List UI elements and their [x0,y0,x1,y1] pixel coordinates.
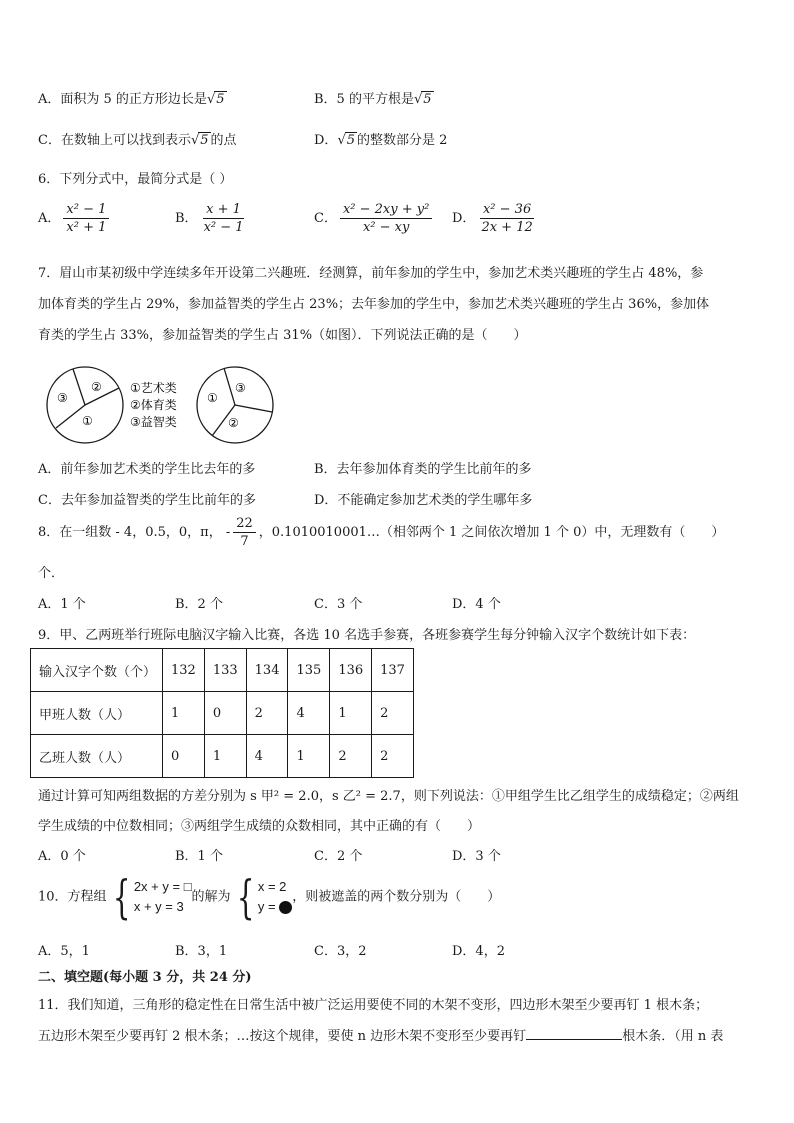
q10-solution-y: y = [257,899,276,914]
q10-equation-2: x + y = 3 [133,899,184,914]
q11-answer-blank[interactable] [526,1027,622,1040]
section-2-title: 二、填空题(每小题 3 分，共 24 分) [38,970,252,985]
table-cell: 2 [372,692,414,735]
q5-option-b [314,88,434,107]
q8-option-d: D．4 个 [452,597,501,612]
q10-system-brace: { 2x + y = □ x + y = 3 [112,870,192,924]
table-cell: 4 [246,735,288,778]
table-cell: 乙班人数（人） [31,735,163,778]
table-row [31,692,414,735]
q8-stem-line-2: 个． [38,566,65,581]
table-header-cell: 132 [163,649,205,692]
q10-option-b: B．3，1 [175,944,228,959]
table-header-cell: 输入汉字个数（个） [31,649,163,692]
q6-stem: 6．下列分式中，最简分式是（ ） [38,172,233,187]
q9-data-table [30,648,414,778]
table-cell: 1 [204,735,246,778]
q10-option-c: C．3，2 [314,944,367,959]
q10-option-d: D．4，2 [452,944,505,959]
table-header-row [31,649,414,692]
q9-line-2: 学生成绩的中位数相同；③两组学生成绩的众数相同，其中正确的有（ ） [38,819,481,834]
q10-stem: 10．方程组 { 2x + y = □ x + y = 3 的解为 { x = 2 y = ，则被遮盖的两个数分别为（ ） [38,870,501,924]
q6-option-a: A． $\frac{\text{x² − 1}}{\text{x² + 1}}$ [38,202,112,235]
table-cell: 1 [288,735,330,778]
table-header-cell: 137 [372,649,414,692]
table-cell: 甲班人数（人） [31,692,163,735]
legend-sport: ②体育类 [130,398,177,412]
table-header-cell: 133 [204,649,246,692]
legend-puzzle: ③益智类 [130,415,177,429]
q7-option-b: B．去年参加体育类的学生比前年的多 [314,462,532,477]
q7-option-a: A．前年参加艺术类的学生比去年的多 [38,462,256,477]
q5-b-text: B．5 的平方根是 [314,92,414,107]
q7-pie-figure [44,364,284,448]
q6-option-b: B． $\frac{x + 1}{\text{x² − 1}}$ [175,202,250,235]
pie-last-year [197,367,273,443]
q9-option-b: B．1 个 [175,849,223,864]
q7-option-c: C．去年参加益智类的学生比前年的多 [38,493,256,508]
pie-previous-year [47,367,123,443]
q6-c-fraction: $\frac{\text{x² − 2xy + y²}}{\text{x² − xy}}$ [340,202,432,235]
q8-option-b: B．2 个 [175,597,223,612]
table-cell: 4 [288,692,330,735]
q8-fraction: $\frac{22}{7}$ [233,516,256,549]
q5-option-a [38,88,227,107]
q5-a-text: A．面积为 5 的正方形边长是 [38,92,207,107]
q5-option-c: C．在数轴上可以找到表示√5 的点 [38,133,237,148]
q6-option-c: C． $\frac{\text{x² − 2xy + y²}}{\text{x² − xy}}$ [314,202,435,235]
q10-solution-brace: { x = 2 y = [231,874,293,920]
q8-option-c: C．3 个 [314,597,363,612]
q6-option-d: D． $\frac{\text{x² − 36}}{2x + 12}$ [452,202,539,235]
legend-art: ①艺术类 [130,381,177,395]
pie-left-label-3: ③ [57,391,68,405]
table-header-cell: 134 [246,649,288,692]
q9-option-a: A．0 个 [38,849,86,864]
pie-right-divider-1 [224,368,235,405]
q6-b-fraction: $\frac{x + 1}{\text{x² − 1}}$ [203,202,244,235]
q5-a-sqrt: √5 [206,92,225,107]
q9-line-1: 通过计算可知两组数据的方差分别为 s 甲² = 2.0，s 乙² = 2.7，则下列说法：①甲组学生比乙组学生的成绩稳定；②两组 [38,789,739,804]
table-cell: 2 [246,692,288,735]
q8-option-a: A．1 个 [38,597,86,612]
pie-right-divider-2 [235,405,272,412]
q7-line-3: 育类的学生占 33%，参加益智类的学生占 31%（如图）．下列说法正确的是（ ） [38,328,527,343]
table-row [31,735,414,778]
pie-right-label-3: ③ [235,381,246,395]
table-cell: 0 [204,692,246,735]
table-cell: 0 [163,735,205,778]
q5-option-d: D．√5 的整数部分是 2 [314,133,448,148]
pie-right-label-2: ② [228,416,239,430]
pie-left-divider-1 [73,369,85,405]
q11-line-1: 11．我们知道，三角形的稳定性在日常生活中被广泛运用要使不同的木架不变形，四边形木架至少要再钉 1 根木条； [38,998,709,1013]
q7-line-1: 7．眉山市某初级中学连续多年开设第二兴趣班．经测算，前年参加的学生中，参加艺术类兴趣班的学生占 48%，参 [38,266,704,281]
q5-b-sqrt: √5 [413,92,432,107]
covered-dot-icon [279,901,292,914]
table-header-cell: 136 [330,649,372,692]
table-cell: 2 [330,735,372,778]
pie-left-label-1: ① [82,414,93,428]
q9-option-d: D．3 个 [452,849,501,864]
table-cell: 2 [372,735,414,778]
q5-d-sqrt: √5 [337,133,356,148]
q11-line-2: 五边形木架至少要再钉 2 根木条；…按这个规律，要使 n 边形木架不变形至少要再钉 根木条．（用 n 表 [38,1029,724,1044]
pie-left-divider-3 [56,405,85,428]
q8-stem: 8．在一组数 - 4，0.5，0，π， - $\frac{22}{7}$ ，0.1010010001…（相邻两个 1 之间依次增加 1 个 0）中，无理数有（ ） [38,516,725,549]
pie-right-label-1: ① [207,391,218,405]
q10-option-a: A．5，1 [38,944,90,959]
q9-stem: 9．甲、乙两班举行班际电脑汉字输入比赛，各选 10 名选手参赛，各班参赛学生每分钟输入汉字个数统计如下表： [38,628,696,643]
table-cell: 1 [163,692,205,735]
q6-a-fraction: $\frac{\text{x² − 1}}{\text{x² + 1}}$ [63,202,109,235]
q10-solution-x: x = 2 [257,879,287,894]
table-cell: 1 [330,692,372,735]
q5-c-sqrt: √5 [190,133,209,148]
q7-line-2: 加体育类的学生占 29%，参加益智类的学生占 23%；去年参加的学生中，参加艺术类兴趣班的学生占 36%，参加体 [38,297,710,312]
q10-equation-1: 2x + y = □ [133,879,192,894]
pie-left-label-2: ② [91,380,102,394]
table-header-cell: 135 [288,649,330,692]
q9-option-c: C．2 个 [314,849,363,864]
q7-option-d: D．不能确定参加艺术类的学生哪年多 [314,493,533,508]
q6-d-fraction: $\frac{\text{x² − 36}}{2x + 12}$ [481,202,533,235]
